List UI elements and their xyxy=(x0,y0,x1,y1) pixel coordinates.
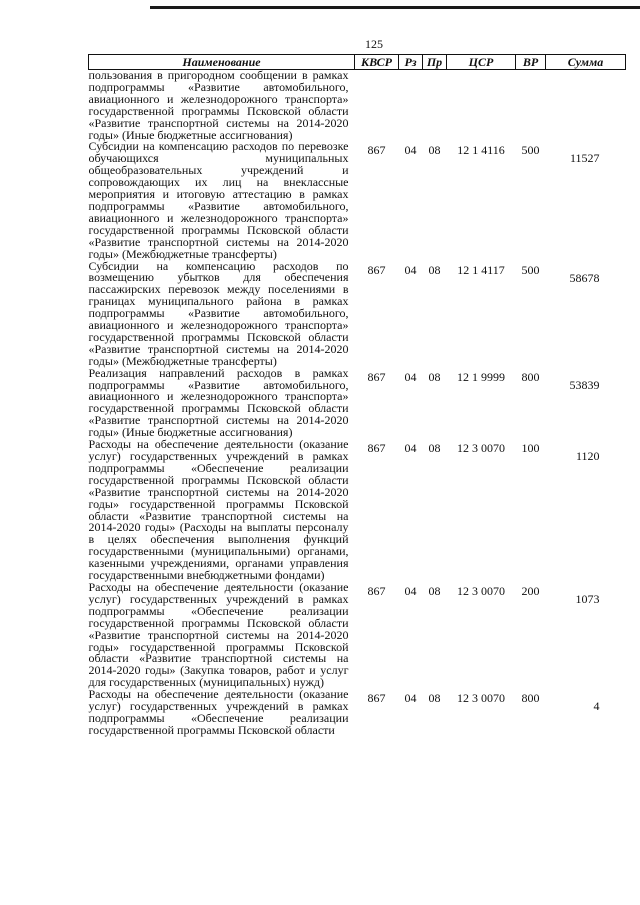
row-vr: 500 xyxy=(521,262,540,277)
row-name: пользования в пригородном сообщении в рамках подпрограммы «Развитие автомобильного, авиационного и железнодорожного транспорта» государственной программы Псковской области «Развитие транспортной системы на 2014-2020 годы» (Иные бюджетные ассигнования) xyxy=(88,68,349,142)
row-vr: 100 xyxy=(521,441,540,456)
row-rz: 04 xyxy=(404,441,417,456)
row-pr: 08 xyxy=(428,262,441,277)
row-rz: 04 xyxy=(404,369,417,384)
table-row xyxy=(89,141,626,260)
row-vr: 800 xyxy=(521,369,540,384)
row-kvsr: 867 xyxy=(367,143,386,158)
table-row xyxy=(89,70,626,142)
row-pr: 08 xyxy=(428,691,441,706)
row-name: Расходы на обеспечение деятельности (оказание услуг) государственных учреждений в рамках подпрограммы «Обеспечение реализации государственной программы Псковской области «Развитие транспортной системы на 2014-2020 годы» государственной программы Псковской области «Развитие транспортной системы на 2014-2020 годы» (Расходы на выплаты персоналу в целях обеспечения выполнения функций государственными (муниципальными) органами, казенными учреждениями, органами управления государственными внебюджетными фондами) xyxy=(88,437,349,583)
row-kvsr: 867 xyxy=(367,441,386,456)
header-name: Наименование xyxy=(89,55,355,70)
row-csr: 12 3 0070 xyxy=(457,691,505,706)
row-pr: 08 xyxy=(428,143,441,158)
header-pr: Пр xyxy=(423,55,447,70)
budget-table xyxy=(88,54,626,737)
row-sum xyxy=(546,70,626,142)
header-kvsr: КВСР xyxy=(355,55,399,70)
row-vr: 500 xyxy=(521,143,540,158)
header-csr: ЦСР xyxy=(447,55,516,70)
row-kvsr: 867 xyxy=(367,583,386,598)
row-vr: 800 xyxy=(521,691,540,706)
row-rz: 04 xyxy=(404,143,417,158)
row-name: Расходы на обеспечение деятельности (оказание услуг) государственных учреждений в рамках подпрограммы «Обеспечение реализации государственной программы Псковской области «Развитие транспортной системы на 2014-2020 годы» государственной программы Псковской области «Развитие транспортной системы на 2014-2020 годы» (Закупка товаров, работ и услуг для государственных (муниципальных) нужд) xyxy=(88,579,349,690)
row-csr: 12 1 4116 xyxy=(457,143,505,158)
header-rz: Рз xyxy=(399,55,423,70)
row-csr xyxy=(447,70,516,142)
table-row xyxy=(89,439,626,582)
row-kvsr xyxy=(355,70,399,142)
row-vr: 200 xyxy=(521,583,540,598)
row-sum: 11527 xyxy=(569,151,600,166)
row-name: Субсидии на компенсацию расходов по возмещению убытков для обеспечения пассажирских перевозок между поселениями в границах муниципального района в рамках подпрограммы «Развитие автомобильного, авиационного и железнодорожного транспорта» государственной программы Псковской области «Развитие транспортной системы на 2014-2020 годы» (Межбюджетные трансферты) xyxy=(88,258,349,368)
row-rz xyxy=(399,70,423,142)
row-rz: 04 xyxy=(404,262,417,277)
row-sum: 58678 xyxy=(569,270,600,285)
row-kvsr: 867 xyxy=(367,369,386,384)
table-row xyxy=(89,368,626,439)
row-sum: 4 xyxy=(593,699,600,714)
page-number: 125 xyxy=(365,37,383,51)
header-vr: ВР xyxy=(516,55,546,70)
row-csr: 12 3 0070 xyxy=(457,583,505,598)
header-sum: Сумма xyxy=(546,55,626,70)
row-sum: 1073 xyxy=(575,591,600,606)
table-row xyxy=(89,689,626,737)
row-csr: 12 1 9999 xyxy=(457,369,505,384)
row-csr: 12 1 4117 xyxy=(457,262,505,277)
row-pr: 08 xyxy=(428,583,441,598)
row-pr: 08 xyxy=(428,441,441,456)
row-pr: 08 xyxy=(428,369,441,384)
row-name: Расходы на обеспечение деятельности (оказание услуг) государственных учреждений в рамках подпрограммы «Обеспечение реализации государственной программы Псковской области xyxy=(88,687,349,737)
row-name: Субсидии на компенсацию расходов по перевозке обучающихся муниципальных общеобразовательных учреждений и сопровождающих их лиц на внеклассные мероприятия и итоговую аттестацию в рамках подпрограммы «Развитие автомобильного, авиационного и железнодорожного транспорта» государственной программы Псковской области «Развитие транспортной системы на 2014-2020 годы» (Межбюджетные трансферты) xyxy=(88,139,349,261)
row-sum: 1120 xyxy=(575,449,600,464)
row-rz: 04 xyxy=(404,583,417,598)
row-kvsr: 867 xyxy=(367,691,386,706)
row-pr xyxy=(423,70,447,142)
row-kvsr: 867 xyxy=(367,262,386,277)
table-row xyxy=(89,261,626,368)
row-name: Реализация направлений расходов в рамках подпрограммы «Развитие автомобильного, авиационного и железнодорожного транспорта» государственной программы Псковской области «Развитие транспортной системы на 2014-2020 годы» (Иные бюджетные ассигнования) xyxy=(88,365,349,440)
row-rz: 04 xyxy=(404,691,417,706)
row-sum: 53839 xyxy=(569,377,600,392)
table-row xyxy=(89,582,626,689)
top-border-line xyxy=(150,6,640,9)
row-vr xyxy=(516,70,546,142)
row-csr: 12 3 0070 xyxy=(457,441,505,456)
